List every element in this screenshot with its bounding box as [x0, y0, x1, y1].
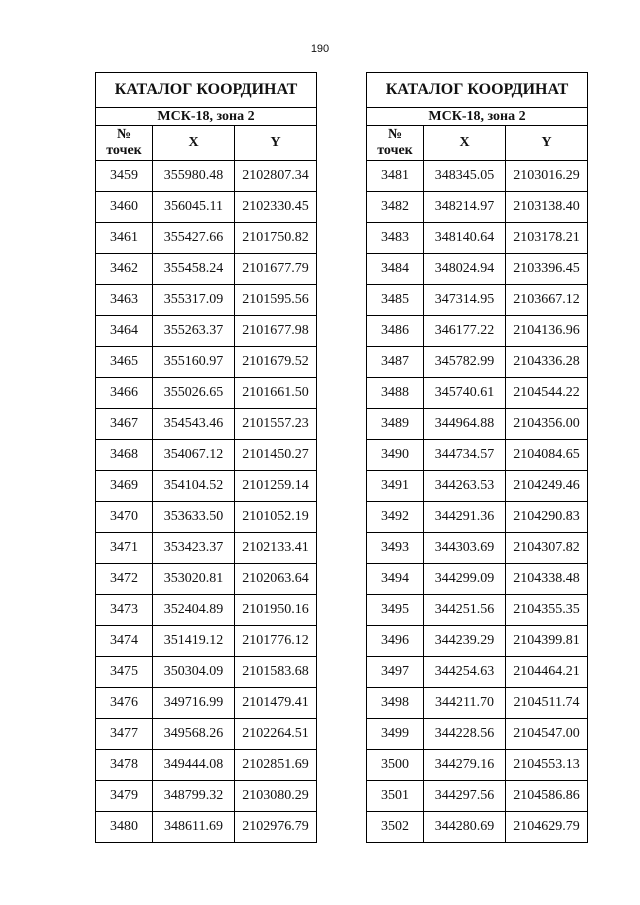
- table-row: [367, 471, 588, 502]
- point-number-header: [96, 126, 153, 161]
- page-number: 190: [310, 43, 330, 55]
- point-number-cell: 3489: [367, 409, 424, 440]
- point-number-cell: 3490: [367, 440, 424, 471]
- table-row: [367, 564, 588, 595]
- point-number-cell: 3465: [96, 347, 153, 378]
- x-coordinate-cell: 355263.37: [153, 316, 235, 347]
- y-coordinate-cell: 2101679.52: [235, 347, 317, 378]
- y-coordinate-cell: 2101450.27: [235, 440, 317, 471]
- y-coordinate-cell: 2101776.12: [235, 626, 317, 657]
- y-coordinate-cell: 2104586.86: [506, 781, 588, 812]
- table-row: [367, 254, 588, 285]
- table-row: [96, 192, 317, 223]
- x-coordinate-cell: 344303.69: [424, 533, 506, 564]
- point-number-cell: 3495: [367, 595, 424, 626]
- x-coordinate-cell: 348140.64: [424, 223, 506, 254]
- point-number-cell: 3493: [367, 533, 424, 564]
- point-number-header: [367, 126, 424, 161]
- point-number-cell: 3498: [367, 688, 424, 719]
- table-row: [96, 564, 317, 595]
- table-subtitle: МСК-18, зона 2: [96, 108, 317, 126]
- table-row: [96, 533, 317, 564]
- table-row: [96, 471, 317, 502]
- table-row: [96, 378, 317, 409]
- x-coordinate-cell: 351419.12: [153, 626, 235, 657]
- y-coordinate-cell: 2104547.00: [506, 719, 588, 750]
- table-row: [367, 192, 588, 223]
- table-row: [96, 409, 317, 440]
- table-row: [96, 223, 317, 254]
- table-row: [96, 750, 317, 781]
- y-coordinate-cell: 2102264.51: [235, 719, 317, 750]
- y-coordinate-cell: 2104084.65: [506, 440, 588, 471]
- x-coordinate-cell: 349716.99: [153, 688, 235, 719]
- table-row: [96, 316, 317, 347]
- point-number-cell: 3491: [367, 471, 424, 502]
- table-subtitle: МСК-18, зона 2: [367, 108, 588, 126]
- x-coordinate-cell: 347314.95: [424, 285, 506, 316]
- y-coordinate-cell: 2102807.34: [235, 161, 317, 192]
- point-number-cell: 3481: [367, 161, 424, 192]
- y-coordinate-cell: 2102851.69: [235, 750, 317, 781]
- x-coordinate-cell: 344239.29: [424, 626, 506, 657]
- point-number-cell: 3471: [96, 533, 153, 564]
- point-number-cell: 3459: [96, 161, 153, 192]
- x-coordinate-cell: 344211.70: [424, 688, 506, 719]
- y-coordinate-cell: 2101583.68: [235, 657, 317, 688]
- table-body: [367, 161, 588, 843]
- point-number-cell: 3460: [96, 192, 153, 223]
- table-row: [367, 316, 588, 347]
- x-coordinate-cell: 355458.24: [153, 254, 235, 285]
- point-number-cell: 3474: [96, 626, 153, 657]
- x-coordinate-cell: 348024.94: [424, 254, 506, 285]
- point-number-cell: 3473: [96, 595, 153, 626]
- y-coordinate-cell: 2104355.35: [506, 595, 588, 626]
- y-coordinate-cell: 2103138.40: [506, 192, 588, 223]
- point-number-cell: 3476: [96, 688, 153, 719]
- x-coordinate-cell: 353020.81: [153, 564, 235, 595]
- x-coordinate-cell: 355427.66: [153, 223, 235, 254]
- point-number-cell: 3485: [367, 285, 424, 316]
- point-number-cell: 3492: [367, 502, 424, 533]
- table-row: [96, 285, 317, 316]
- y-header: Y: [235, 126, 317, 161]
- table-row: [367, 161, 588, 192]
- y-coordinate-cell: 2101479.41: [235, 688, 317, 719]
- x-coordinate-cell: 344263.53: [424, 471, 506, 502]
- point-number-cell: 3496: [367, 626, 424, 657]
- point-number-cell: 3497: [367, 657, 424, 688]
- table-row: [96, 812, 317, 843]
- point-number-cell: 3472: [96, 564, 153, 595]
- x-coordinate-cell: 346177.22: [424, 316, 506, 347]
- y-coordinate-cell: 2101259.14: [235, 471, 317, 502]
- table-row: [367, 440, 588, 471]
- points-label: точек: [106, 143, 142, 158]
- x-coordinate-cell: 353423.37: [153, 533, 235, 564]
- table-title: КАТАЛОГ КООРДИНАТ: [367, 73, 588, 108]
- table-row: [367, 502, 588, 533]
- table-row: [367, 781, 588, 812]
- point-number-cell: 3482: [367, 192, 424, 223]
- y-coordinate-cell: 2103016.29: [506, 161, 588, 192]
- x-coordinate-cell: 354543.46: [153, 409, 235, 440]
- x-coordinate-cell: 344251.56: [424, 595, 506, 626]
- coordinate-catalog-table-right: [366, 72, 588, 843]
- point-number-cell: 3468: [96, 440, 153, 471]
- x-coordinate-cell: 355026.65: [153, 378, 235, 409]
- y-header: Y: [506, 126, 588, 161]
- x-coordinate-cell: 345782.99: [424, 347, 506, 378]
- y-coordinate-cell: 2104290.83: [506, 502, 588, 533]
- point-number-cell: 3500: [367, 750, 424, 781]
- table-row: [367, 750, 588, 781]
- x-coordinate-cell: 344299.09: [424, 564, 506, 595]
- table-row: [367, 812, 588, 843]
- y-coordinate-cell: 2104511.74: [506, 688, 588, 719]
- point-number-cell: 3470: [96, 502, 153, 533]
- x-coordinate-cell: 356045.11: [153, 192, 235, 223]
- point-number-cell: 3479: [96, 781, 153, 812]
- x-coordinate-cell: 353633.50: [153, 502, 235, 533]
- y-coordinate-cell: 2101677.98: [235, 316, 317, 347]
- point-number-cell: 3487: [367, 347, 424, 378]
- table-body: [96, 161, 317, 843]
- y-coordinate-cell: 2104356.00: [506, 409, 588, 440]
- y-coordinate-cell: 2104544.22: [506, 378, 588, 409]
- table-row: [367, 626, 588, 657]
- x-coordinate-cell: 344964.88: [424, 409, 506, 440]
- table-row: [96, 688, 317, 719]
- y-coordinate-cell: 2104338.48: [506, 564, 588, 595]
- x-coordinate-cell: 344280.69: [424, 812, 506, 843]
- table-row: [96, 347, 317, 378]
- point-number-cell: 3502: [367, 812, 424, 843]
- x-coordinate-cell: 355317.09: [153, 285, 235, 316]
- table-row: [367, 719, 588, 750]
- y-coordinate-cell: 2101595.56: [235, 285, 317, 316]
- y-coordinate-cell: 2104464.21: [506, 657, 588, 688]
- x-coordinate-cell: 354104.52: [153, 471, 235, 502]
- point-number-cell: 3475: [96, 657, 153, 688]
- table-row: [96, 502, 317, 533]
- point-number-cell: 3484: [367, 254, 424, 285]
- x-coordinate-cell: 344291.36: [424, 502, 506, 533]
- point-number-cell: 3461: [96, 223, 153, 254]
- y-coordinate-cell: 2104249.46: [506, 471, 588, 502]
- point-number-cell: 3480: [96, 812, 153, 843]
- point-number-cell: 3501: [367, 781, 424, 812]
- x-coordinate-cell: 348611.69: [153, 812, 235, 843]
- table-row: [96, 657, 317, 688]
- point-number-cell: 3478: [96, 750, 153, 781]
- x-coordinate-cell: 344254.63: [424, 657, 506, 688]
- y-coordinate-cell: 2103080.29: [235, 781, 317, 812]
- y-coordinate-cell: 2101750.82: [235, 223, 317, 254]
- x-coordinate-cell: 354067.12: [153, 440, 235, 471]
- table-row: [96, 781, 317, 812]
- y-coordinate-cell: 2104136.96: [506, 316, 588, 347]
- point-number-cell: 3469: [96, 471, 153, 502]
- y-coordinate-cell: 2102133.41: [235, 533, 317, 564]
- y-coordinate-cell: 2103667.12: [506, 285, 588, 316]
- x-coordinate-cell: 348799.32: [153, 781, 235, 812]
- y-coordinate-cell: 2101677.79: [235, 254, 317, 285]
- coordinate-catalog-table-left: [95, 72, 317, 843]
- table-row: [367, 595, 588, 626]
- point-number-cell: 3466: [96, 378, 153, 409]
- x-coordinate-cell: 348345.05: [424, 161, 506, 192]
- table-row: [96, 161, 317, 192]
- point-number-cell: 3486: [367, 316, 424, 347]
- table-row: [367, 688, 588, 719]
- x-coordinate-cell: 355160.97: [153, 347, 235, 378]
- table-row: [96, 254, 317, 285]
- x-coordinate-cell: 344279.16: [424, 750, 506, 781]
- y-coordinate-cell: 2103396.45: [506, 254, 588, 285]
- table-title: КАТАЛОГ КООРДИНАТ: [96, 73, 317, 108]
- y-coordinate-cell: 2101557.23: [235, 409, 317, 440]
- x-coordinate-cell: 348214.97: [424, 192, 506, 223]
- table-row: [367, 533, 588, 564]
- table-row: [96, 626, 317, 657]
- x-coordinate-cell: 344734.57: [424, 440, 506, 471]
- y-coordinate-cell: 2102063.64: [235, 564, 317, 595]
- table-row: [367, 347, 588, 378]
- y-coordinate-cell: 2102976.79: [235, 812, 317, 843]
- point-number-cell: 3463: [96, 285, 153, 316]
- y-coordinate-cell: 2104629.79: [506, 812, 588, 843]
- table-row: [96, 595, 317, 626]
- table-row: [367, 285, 588, 316]
- y-coordinate-cell: 2104307.82: [506, 533, 588, 564]
- point-number-cell: 3462: [96, 254, 153, 285]
- points-label: точек: [377, 143, 413, 158]
- number-sign: №: [387, 127, 403, 142]
- table-row: [367, 657, 588, 688]
- y-coordinate-cell: 2101661.50: [235, 378, 317, 409]
- number-sign: №: [116, 127, 132, 142]
- table-row: [367, 409, 588, 440]
- x-coordinate-cell: 345740.61: [424, 378, 506, 409]
- table-row: [96, 440, 317, 471]
- point-number-cell: 3494: [367, 564, 424, 595]
- point-number-cell: 3464: [96, 316, 153, 347]
- table-row: [367, 378, 588, 409]
- y-coordinate-cell: 2101052.19: [235, 502, 317, 533]
- point-number-cell: 3483: [367, 223, 424, 254]
- x-coordinate-cell: 350304.09: [153, 657, 235, 688]
- x-coordinate-cell: 344297.56: [424, 781, 506, 812]
- x-coordinate-cell: 344228.56: [424, 719, 506, 750]
- point-number-cell: 3477: [96, 719, 153, 750]
- x-header: X: [153, 126, 235, 161]
- x-coordinate-cell: 355980.48: [153, 161, 235, 192]
- y-coordinate-cell: 2104553.13: [506, 750, 588, 781]
- point-number-cell: 3488: [367, 378, 424, 409]
- x-coordinate-cell: 349444.08: [153, 750, 235, 781]
- y-coordinate-cell: 2104399.81: [506, 626, 588, 657]
- x-header: X: [424, 126, 506, 161]
- x-coordinate-cell: 352404.89: [153, 595, 235, 626]
- x-coordinate-cell: 349568.26: [153, 719, 235, 750]
- y-coordinate-cell: 2104336.28: [506, 347, 588, 378]
- point-number-cell: 3499: [367, 719, 424, 750]
- y-coordinate-cell: 2103178.21: [506, 223, 588, 254]
- y-coordinate-cell: 2101950.16: [235, 595, 317, 626]
- y-coordinate-cell: 2102330.45: [235, 192, 317, 223]
- table-row: [96, 719, 317, 750]
- point-number-cell: 3467: [96, 409, 153, 440]
- table-row: [367, 223, 588, 254]
